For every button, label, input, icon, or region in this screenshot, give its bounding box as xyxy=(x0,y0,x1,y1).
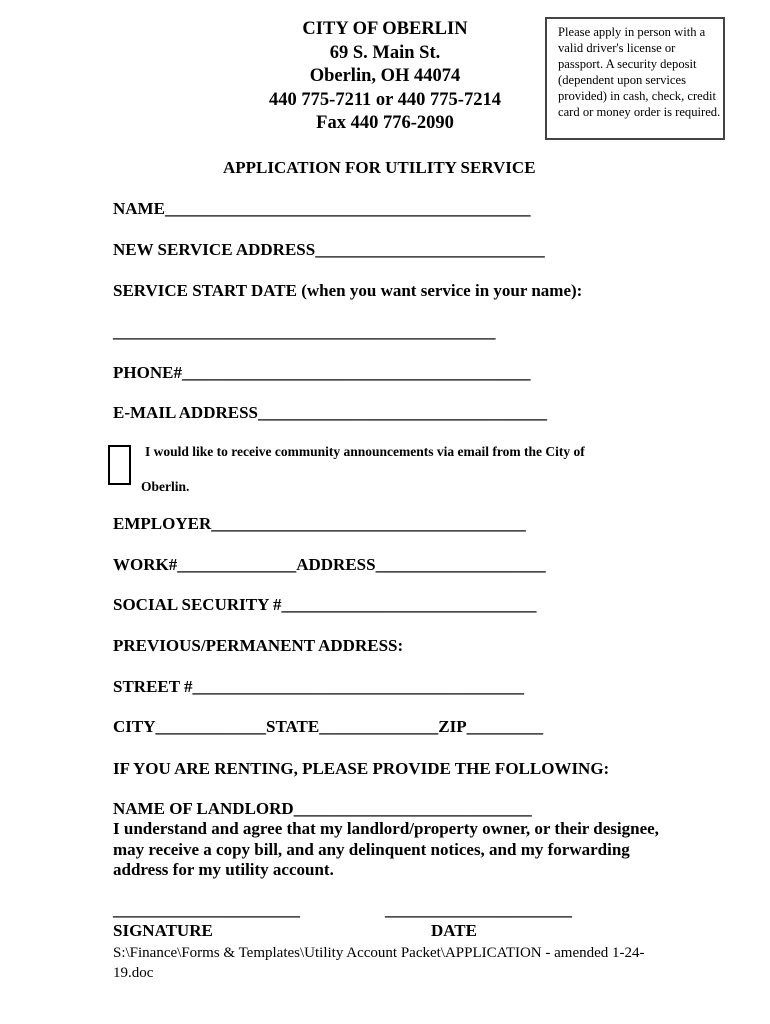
agreement-paragraph: I understand and agree that my landlord/property owner, or their designee, may receive a copy bill, and any delinquent notices, and my forwarding address for my utility account. xyxy=(113,819,659,879)
signature-label: SIGNATURE xyxy=(113,921,213,940)
renting-heading: IF YOU ARE RENTING, PLEASE PROVIDE THE FOLLOWING: xyxy=(113,759,610,778)
previous-address-label: PREVIOUS/PERMANENT ADDRESS: xyxy=(113,636,404,655)
name-field[interactable]: NAME___________________________________________ xyxy=(113,199,531,218)
file-path-footer: S:\Finance\Forms & Templates\Utility Account Packet\APPLICATION - amended 1-24-19.doc xyxy=(113,945,645,981)
email-field[interactable]: E-MAIL ADDRESS__________________________________ xyxy=(113,403,548,422)
street-field[interactable]: STREET #_______________________________________ xyxy=(113,677,525,696)
city-name: CITY OF OBERLIN xyxy=(302,19,468,39)
city-state-zip-field[interactable]: CITY_____________STATE______________ZIP_________ xyxy=(113,717,544,736)
checkbox-label-line1: I would like to receive community announcements via email from the City of xyxy=(145,444,585,459)
email-announcements-checkbox[interactable] xyxy=(108,445,131,485)
street-address: 69 S. Main St. xyxy=(329,42,441,63)
service-start-date-field[interactable]: _____________________________________________ xyxy=(113,322,496,341)
signature-line[interactable]: ______________________ xyxy=(113,900,300,919)
date-label: DATE xyxy=(431,921,477,940)
fax-number: Fax 440 776-2090 xyxy=(316,113,454,133)
header-block xyxy=(250,18,520,136)
landlord-field[interactable]: NAME OF LANDLORD____________________________ xyxy=(113,799,532,818)
new-service-address-field[interactable]: NEW SERVICE ADDRESS___________________________ xyxy=(113,240,545,259)
work-address-field[interactable]: WORK#______________ADDRESS____________________ xyxy=(113,555,546,574)
phone-numbers: 440 775-7211 or 440 775-7214 xyxy=(269,89,501,110)
employer-field[interactable]: EMPLOYER_____________________________________ xyxy=(113,514,526,533)
form-title: APPLICATION FOR UTILITY SERVICE xyxy=(223,158,536,177)
ssn-field[interactable]: SOCIAL SECURITY #______________________________ xyxy=(113,595,537,614)
phone-field[interactable]: PHONE#_________________________________________ xyxy=(113,363,531,382)
date-line[interactable]: ______________________ xyxy=(385,900,572,919)
service-start-date-label: SERVICE START DATE (when you want service in your name): xyxy=(113,281,583,300)
checkbox-label-line2: Oberlin. xyxy=(141,479,190,494)
notice-box: Please apply in person with a valid driver's license or passport. A security deposit (dependent upon services provided) in cash, check, credit card or money order is required. xyxy=(545,17,725,140)
city-state-zip: Oberlin, OH 44074 xyxy=(309,66,461,86)
